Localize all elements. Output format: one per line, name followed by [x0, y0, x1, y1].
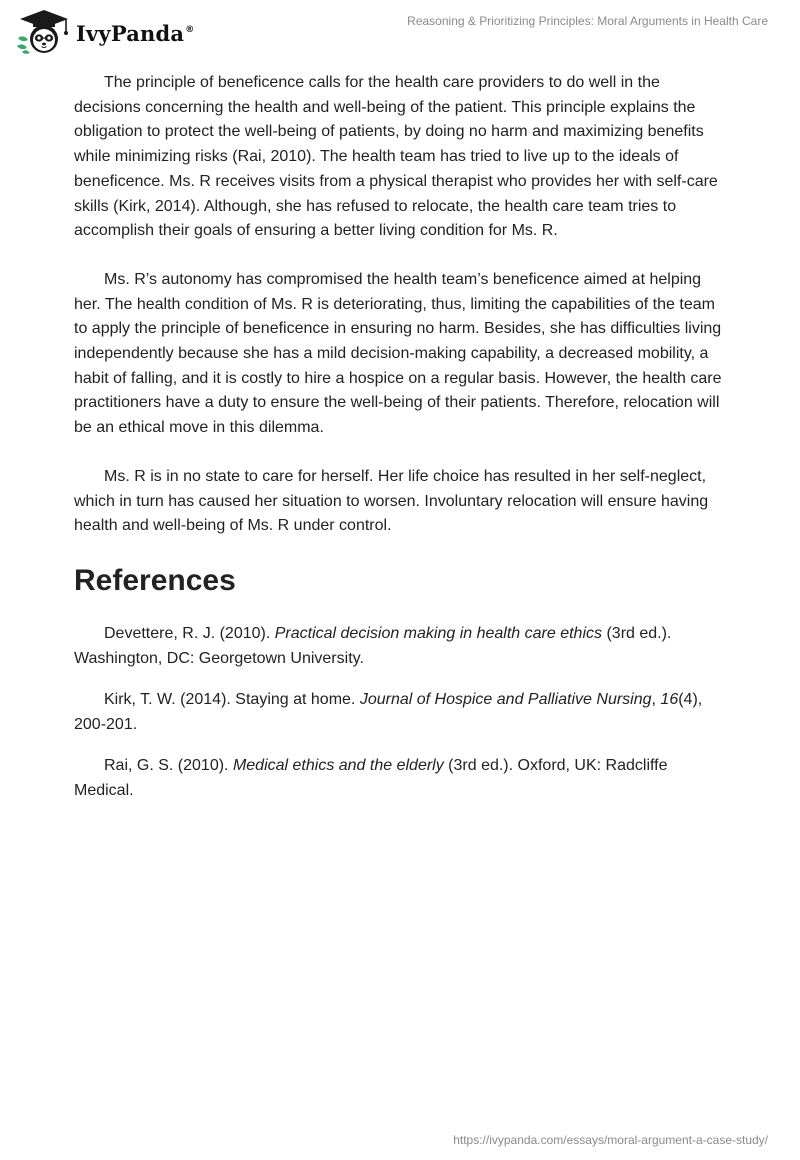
source-url-link[interactable]: https://ivypanda.com/essays/moral-argument-a-case-study/ [453, 1133, 768, 1147]
body-paragraph: The principle of beneficence calls for the health care providers to do well in the decisions concerning the health and well-being of the patient. This principle explains the obligation to protect the well-being of patients, by doing no harm and maximizing benefits while minimizing risks (Rai, 2010). The health team has tried to live up to the ideals of beneficence. Ms. R receives visits from a physical therapist who provides her with self-care skills (Kirk, 2014). Although, she has refused to relocate, the health care team tries to accomplish their goals of ensuring a better living condition for Ms. R. [74, 74, 718, 240]
reference-item: Kirk, T. W. (2014). Staying at home. Journal of Hospice and Palliative Nursing, 16(4), 200-201. [74, 690, 703, 733]
ivypanda-logo[interactable] [14, 8, 194, 56]
document-title: Reasoning & Prioritizing Principles: Moral Arguments in Health Care [407, 14, 768, 28]
reference-item: Devettere, R. J. (2010). Practical decision making in health care ethics (3rd ed.). Washington, DC: Georgetown University. [74, 624, 672, 667]
page-header [0, 0, 800, 64]
essay-body [74, 71, 726, 819]
body-paragraph: Ms. R is in no state to care for herself. Her life choice has resulted in her self-neglect, which in turn has caused her situation to worsen. Involuntary relocation will ensure having health and well-being of Ms. R under control. [74, 467, 709, 535]
body-paragraph: Ms. R’s autonomy has compromised the health team’s beneficence aimed at helping her. The health condition of Ms. R is deteriorating, thus, limiting the capabilities of the team to apply the principle of beneficence in ensuring no harm. Besides, she has difficulties living independently because she has a mild decision-making capability, a decreased mobility, a habit of falling, and it is costly to hire a hospice on a regular basis. However, the health care practitioners have a duty to ensure the well-being of their patients. Therefore, relocation will be an ethical move in this dilemma. [74, 270, 722, 437]
reference-item: Rai, G. S. (2010). Medical ethics and the elderly (3rd ed.). Oxford, UK: Radcliffe Medical. [74, 756, 668, 799]
panda-graduate-icon [14, 8, 74, 56]
references-heading: References [74, 563, 236, 597]
logo-wordmark: IvyPanda® [76, 20, 195, 46]
